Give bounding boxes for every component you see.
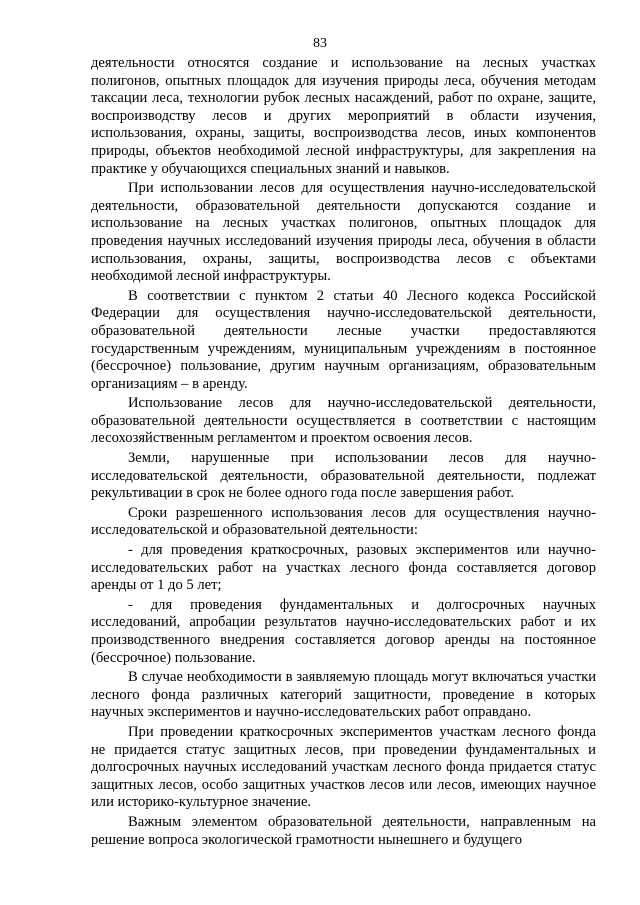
paragraph-4: Использование лесов для научно-исследовательской деятельности, образовательной деятельности осуществляется в соответствии с настоящим лесохозяйственным регламентом и проектом освоения лесов. [91,395,596,447]
paragraph-8: При проведении краткосрочных экспериментов участкам лесного фонда не придается статус защитных лесов, при проведении фундаментальных и долгосрочных научных исследований участкам лесного фонда придается статус защитных лесов, особо защитных участков лесов или лесов, имеющих научное или историко-культурное значение. [91,723,596,811]
paragraph-1: деятельности относятся создание и использование на лесных участках полигонов, опытных площадок для изучения природы леса, обучения методам таксации леса, технологии рубок лесных насаждений, работ по охране, защите, воспроизводству лесов и других мероприятий в области изучения, использования, охраны, защиты, воспроизводства лесов, иных компонентов природы, объектов необходимой лесной инфраструктуры, для закрепления на практике у обучающихся специальных знаний и навыков. [91,55,596,177]
paragraph-5: Земли, нарушенные при использовании лесов для научно-исследовательской деятельности, образовательной деятельности, подлежат рекультивации в срок не более одного года после завершения работ. [91,450,596,502]
list-item-2: - для проведения фундаментальных и долгосрочных научных исследований, апробации результатов научно-исследовательских работ и их производственного внедрения составляется договор аренды на постоянное (бессрочное) пользование. [91,596,596,666]
list-item-1: - для проведения краткосрочных, разовых экспериментов или научно-исследовательских работ на участках лесного фонда составляется договор аренды от 1 до 5 лет; [91,542,596,594]
page-number: 83 [313,36,327,51]
paragraph-6: Сроки разрешенного использования лесов для осуществления научно-исследовательской и образовательной деятельности: [91,504,596,539]
body-text [91,55,596,851]
paragraph-2: При использовании лесов для осуществления научно-исследовательской деятельности, образовательной деятельности допускаются создание и использование на лесных участках полигонов, опытных площадок для проведения научных исследований изучения природы леса, обучения в области использования, охраны, защиты, воспроизводства лесов с объектами необходимой лесной инфраструктуры. [91,180,596,285]
paragraph-9: Важным элементом образовательной деятельности, направленным на решение вопроса экологической грамотности нынешнего и будущего [91,813,596,848]
paragraph-7: В случае необходимости в заявляемую площадь могут включаться участки лесного фонда различных категорий защитности, проведение в которых научных экспериментов и научно-исследовательских работ оправдано. [91,669,596,721]
paragraph-3: В соответствии с пунктом 2 статьи 40 Лесного кодекса Российской Федерации для осуществления научно-исследовательской деятельности, образовательной деятельности лесные участки предоставляются государственным учреждениям, муниципальным учреждениям в постоянное (бессрочное) пользование, другим научным организациям, образовательным организациям – в аренду. [91,287,596,392]
